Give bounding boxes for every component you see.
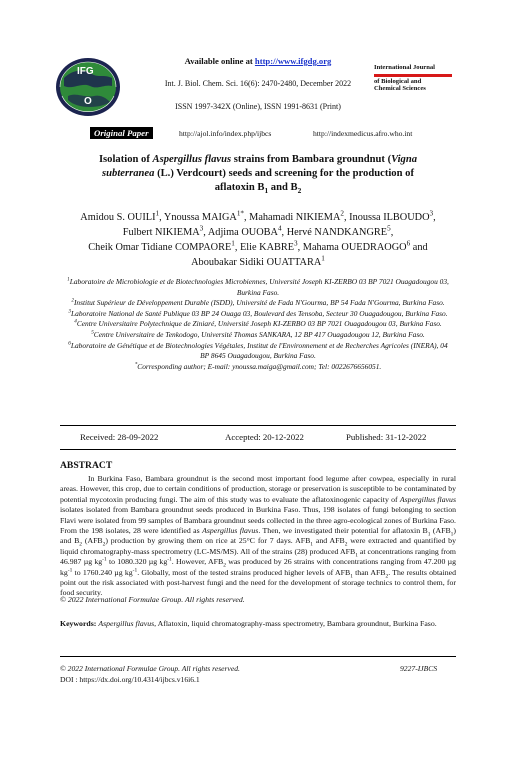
affiliation-text: Centre Universitaire de Tenkodogo, Université Thomas SANKARA, 12 BP 417 Ouagadougou 12, Burkina Faso. — [93, 329, 425, 339]
abstract-run: -1 — [167, 556, 172, 563]
original-paper-badge: Original Paper — [90, 127, 153, 139]
abstract-run: . The results obtained point out the risk associated with post-harvest fungi and the need for the development of storage technics to control them, for food security. — [60, 567, 456, 598]
affiliation-item — [64, 330, 452, 341]
abstract-run: to 1080.320 µg kg — [106, 557, 168, 567]
keyword-run: Aspergillus flavus — [98, 619, 155, 628]
abstract-heading: ABSTRACT — [60, 460, 113, 471]
abstract-copyright: © 2022 International Formulae Group. All rights reserved. — [60, 595, 245, 604]
journal-logo-line-3: Chemical Sciences — [374, 85, 426, 93]
title-run: and B — [268, 182, 298, 193]
abstract-run: isolates isolated from Bambara groundnut seeds produced in Burkina Faso. Thus, 198 isolates of fungi belonging to section Flavi were isolated from 99 samples of Bambara groundnut seeds collected in the three agro-ecological zones of Burkina Faso. From the 198 isolates, 28 were identified as — [60, 505, 457, 536]
journal-website-link[interactable]: http://www.ifgdg.org — [254, 56, 332, 66]
footer-article-id: 9227-IJBCS — [400, 664, 438, 673]
issn-line: ISSN 1997-342X (Online), ISSN 1991-8631 (Print) — [175, 102, 341, 111]
keyword-run: , Aflatoxin, liquid chromatography-mass spectrometry, Bambara groundnut, Burkina Faso. — [154, 619, 437, 628]
abstract-run: and AFB — [313, 536, 345, 546]
author-run: Fulbert NIKIEMA — [122, 227, 200, 238]
author-run: 6 — [406, 239, 411, 248]
author-run: 4 — [277, 224, 282, 233]
author-run: , Mahama OUEDRAOGO — [297, 242, 407, 253]
author-run: 1* — [236, 209, 245, 218]
journal-logo-bar — [374, 74, 452, 77]
title-run: (L.) Verdcourt) seeds and screening for the production of — [154, 168, 414, 179]
globe-letters: IFG — [77, 66, 94, 77]
dates-bottom-rule — [60, 449, 456, 450]
title-line — [56, 181, 460, 195]
author-run: Cheik Omar Tidiane COMPAORE — [88, 242, 232, 253]
publication-dates — [60, 432, 456, 444]
author-run: Amidou S. OUILI — [80, 212, 156, 223]
author-run: , Mahamadi NIKIEMA — [244, 212, 341, 223]
abstract-run: 1 — [450, 531, 454, 538]
title-line — [56, 153, 460, 167]
doi-link[interactable]: DOI : https://dx.doi.org/10.4314/ijbcs.v16i6.1 — [60, 675, 200, 684]
title-line — [56, 167, 460, 181]
abstract-run: In Burkina Faso, Bambara groundnut is the second most important food legume after cowpea, especially in rural areas. However, this crop, due to certain conditions of production, storage or preservation is susceptible to be contaminated by potential mycotoxin producing fungi. The aim of this study was to evaluate the aflatoxinogenic capacity of — [60, 474, 456, 504]
abstract-run: 1 — [427, 531, 431, 538]
title-run: Aspergillus flavus — [152, 154, 232, 165]
affiliation-text: Laboratoire de Microbiologie et de Biotechnologies Microbiennes, Université Joseph KI-ZERBO 03 BP 7021 Ouagadougou 03, Burkina Faso. — [69, 277, 449, 297]
author-run: 3 — [199, 224, 204, 233]
affiliation-number: 4 — [74, 318, 77, 325]
affiliation-item — [64, 298, 452, 309]
author-run: 5 — [387, 224, 391, 233]
abstract-run: -1 — [132, 567, 138, 574]
author-run: , Hervé NANDKANGRE — [281, 227, 388, 238]
affiliation-number: * — [134, 361, 138, 368]
author-run: and — [410, 242, 428, 253]
affiliation-item — [64, 319, 452, 330]
author-run: , Elie KABRE — [234, 242, 295, 253]
journal-logo-line-2: of Biological and — [374, 77, 422, 85]
affiliation-text: Laboratoire National de Santé Publique 03 BP 24 Ouaga 03, Boulevard des Tensoba, Secteur 30 Ouagadougou, Burkina Faso. — [71, 308, 448, 318]
abstract-run: was produced by 26 strains with concentrations ranging from 47.200 µg kg — [60, 557, 456, 577]
title-run: subterranea — [102, 168, 155, 179]
affiliation-number: 5 — [91, 329, 94, 336]
title-run: 1 — [264, 186, 269, 196]
abstract-run: 2 — [79, 541, 83, 548]
ajol-link[interactable]: http://ajol.info/index.php/ijbcs — [179, 129, 272, 138]
affiliation-number: 6 — [68, 340, 71, 347]
paper-type-row — [90, 127, 450, 141]
affiliation-item — [64, 341, 452, 362]
abstract-run: at concentrations ranging from 46.987 µg kg — [60, 546, 456, 567]
title-run: strains from Bambara groundnut ( — [231, 154, 392, 165]
article-title — [56, 153, 460, 195]
affiliation-text: Laboratoire de Génétique et de Biotechnologies Végétales, Institut de l'Environnement et de Recherches Agricoles (INERA), 04 BP 8645 Ouagadougou, Burkina Faso. — [70, 340, 448, 361]
author-run: , Adjima OUOBA — [203, 227, 278, 238]
abstract-run: ) production by growing them on rice at 25°C for 7 days. AFB — [105, 536, 311, 546]
author-list — [48, 210, 468, 270]
abstract-run: Aspergillus flavus — [202, 526, 259, 536]
dates-top-rule — [60, 425, 456, 426]
affiliation-item — [64, 277, 452, 298]
author-run: 3 — [429, 209, 434, 218]
abstract-run: (AFB — [82, 536, 103, 546]
author-run: 1 — [231, 239, 235, 248]
abstract-run: 2 — [344, 541, 348, 548]
author-line — [48, 240, 468, 255]
abstract-run: ) and B — [60, 526, 456, 546]
abstract-run: than AFB — [352, 567, 386, 577]
author-run: 1 — [321, 254, 325, 263]
affiliation-item — [64, 362, 452, 373]
keywords-label: Keywords: — [60, 619, 97, 628]
globe-bottom-letter: O — [84, 96, 92, 107]
abstract-run: -1 — [102, 556, 107, 563]
footer-rule — [60, 656, 456, 657]
author-run: , Ynoussa MAIGA — [159, 212, 237, 223]
author-line — [48, 210, 468, 225]
abstract-run: -1 — [67, 567, 73, 574]
author-line — [48, 255, 468, 270]
author-run: Aboubakar Sidiki OUATTARA — [191, 257, 322, 268]
author-run: 1 — [155, 209, 160, 218]
indexmedicus-link[interactable]: http://indexmedicus.afro.who.int — [313, 129, 413, 138]
affiliation-text: Institut Supérieur de Développement Durable (ISDD), Université de Fada N'Gourma, BP 54 Fada N'Gourma, Burkina Faso. — [73, 298, 445, 308]
affiliation-item — [64, 309, 452, 320]
accepted-date: Accepted: 20-12-2022 — [225, 432, 304, 442]
abstract-run: 1 — [310, 541, 314, 548]
affiliation-text: Centre Universitaire Polytechnique de Ziniaré, Université Joseph KI-ZERBO 03 BP 7021 Ouagadougou 03, Burkina Faso. — [76, 319, 442, 329]
title-run: Vigna — [391, 154, 418, 165]
author-line — [48, 225, 468, 240]
abstract-run: 1 — [350, 573, 353, 580]
abstract-run: to 1760.240 µg kg — [72, 567, 133, 577]
abstract-run: . Then, we investigated their potential for aflatoxin B — [258, 526, 428, 536]
title-run: Isolation of — [98, 154, 153, 165]
title-run: 2 — [297, 186, 302, 196]
author-run: , — [433, 212, 436, 223]
abstract-text — [60, 474, 456, 599]
affiliations — [64, 277, 452, 372]
affiliation-text: Corresponding author; E-mail: ynoussa.maiga@gmail.com; Tel: 0022676656051. — [137, 361, 382, 371]
journal-citation: Int. J. Biol. Chem. Sci. 16(6): 2470-2480, December 2022 — [164, 79, 352, 88]
abstract-run: 2 — [102, 541, 106, 548]
title-run: aflatoxin B — [214, 182, 265, 193]
availability-prefix: Available online at — [184, 56, 255, 66]
abstract-run: 1 — [355, 552, 358, 559]
abstract-run: . Globally, most of the tested strains produced higher levels of AFB — [137, 567, 351, 577]
affiliation-number: 3 — [68, 308, 72, 315]
affiliation-number: 1 — [67, 276, 70, 283]
affiliation-number: 2 — [71, 297, 74, 304]
published-date: Published: 31-12-2022 — [346, 432, 427, 442]
author-run: , Inoussa ILBOUDO — [344, 212, 430, 223]
keywords-text — [96, 619, 436, 628]
journal-logo — [374, 64, 454, 98]
author-run: 2 — [340, 209, 345, 218]
keywords — [60, 619, 456, 630]
abstract-run: Aspergillus flavus — [399, 494, 456, 504]
author-run: 3 — [294, 239, 298, 248]
received-date: Received: 28-09-2022 — [80, 432, 159, 442]
abstract-run: (AFB — [430, 526, 451, 536]
abstract-run: 2 — [223, 562, 226, 569]
abstract-run: 2 — [385, 573, 389, 580]
abstract-run: . However, AFB — [171, 557, 224, 567]
journal-logo-line-1: International Journal — [374, 64, 435, 71]
footer-copyright: © 2022 International Formulae Group. All rights reserved. — [60, 664, 240, 673]
author-run: , — [390, 227, 394, 238]
abstract-run: were extracted and quantified by liquid chromatography-mass spectrometry (LC-MS/MS). All of the strains (28) produced AFB — [60, 536, 456, 556]
